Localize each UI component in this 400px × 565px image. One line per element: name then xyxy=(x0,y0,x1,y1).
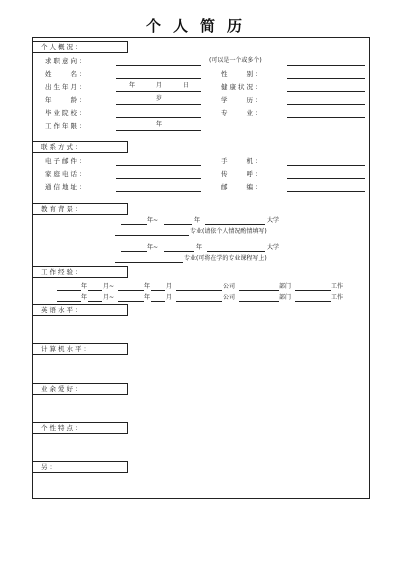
work-years-field[interactable] xyxy=(116,130,201,131)
section-education: 教育背景： xyxy=(33,203,128,215)
edu1-year: 年 xyxy=(194,217,201,224)
section-traits: 个性特点： xyxy=(33,422,128,434)
resume-form xyxy=(32,37,370,499)
edu1-major: 专业(请依个人情况酌情填写) xyxy=(190,228,267,235)
pager-label: 传 呼： xyxy=(221,170,264,178)
work2-job-field[interactable] xyxy=(295,301,331,302)
section-computer: 计算机水平： xyxy=(33,343,128,355)
edu2-year: 年 xyxy=(196,244,203,251)
address-field[interactable] xyxy=(116,191,201,192)
work1-end-month-field[interactable] xyxy=(151,290,165,291)
work1-month-range: 月~ xyxy=(103,283,115,290)
job-intent-extra-field[interactable] xyxy=(287,65,365,66)
work1-start-month-field[interactable] xyxy=(88,290,102,291)
education-level-label: 学 历： xyxy=(221,96,264,104)
work1-department-field[interactable] xyxy=(239,290,279,291)
section-personal: 个人概况： xyxy=(33,41,128,53)
edu2-major: 专业(可将在学的专业课程写上) xyxy=(184,255,267,262)
job-intent-field[interactable] xyxy=(116,65,201,66)
major-field[interactable] xyxy=(287,117,365,118)
education-level-field[interactable] xyxy=(287,104,365,105)
edu1-school-field[interactable] xyxy=(205,224,265,225)
name-label: 姓 名： xyxy=(45,70,88,78)
work1-company-field[interactable] xyxy=(176,290,222,291)
edu2-start-field[interactable] xyxy=(121,251,147,252)
mobile-field[interactable] xyxy=(287,165,365,166)
section-hobbies: 业余爱好： xyxy=(33,383,128,395)
age-unit: 岁 xyxy=(156,95,163,102)
edu2-school: 大学 xyxy=(267,244,280,251)
work2-department-field[interactable] xyxy=(239,301,279,302)
work1-month: 月 xyxy=(166,283,173,290)
gender-field[interactable] xyxy=(287,78,365,79)
edu1-start-field[interactable] xyxy=(121,224,147,225)
work2-end-year-field[interactable] xyxy=(118,301,144,302)
section-english: 英语水平： xyxy=(33,304,128,316)
work1-department: 部门 xyxy=(279,283,292,290)
postcode-field[interactable] xyxy=(287,191,365,192)
work2-company-field[interactable] xyxy=(176,301,222,302)
email-field[interactable] xyxy=(116,165,201,166)
birth-year: 年 xyxy=(129,82,136,89)
edu2-school-field[interactable] xyxy=(207,251,265,252)
work1-job-field[interactable] xyxy=(295,290,331,291)
work2-month: 月 xyxy=(166,294,173,301)
work-years-label: 工作年限： xyxy=(45,122,88,130)
edu1-major-field[interactable] xyxy=(115,235,189,236)
section-contact: 联系方式： xyxy=(33,141,128,153)
work-years-unit: 年 xyxy=(156,121,163,128)
health-label: 健康状况： xyxy=(221,83,264,91)
graduated-from-field[interactable] xyxy=(116,117,201,118)
work1-year: 年 xyxy=(81,283,88,290)
job-intent-label: 求职意向： xyxy=(45,57,88,65)
age-label: 年 龄： xyxy=(45,96,88,104)
edu1-end-field[interactable] xyxy=(164,224,192,225)
edu2-end-field[interactable] xyxy=(164,251,194,252)
section-work: 工作经验： xyxy=(33,266,128,278)
email-label: 电子邮件： xyxy=(45,157,88,165)
work2-department: 部门 xyxy=(279,294,292,301)
birth-day: 日 xyxy=(183,82,190,89)
birth-label: 出生年月： xyxy=(45,83,88,91)
pager-field[interactable] xyxy=(287,178,365,179)
work1-year2: 年 xyxy=(144,283,151,290)
home-phone-label: 家庭电话： xyxy=(45,170,88,178)
work2-year: 年 xyxy=(81,294,88,301)
job-intent-hint: (可以是一个或多个) xyxy=(209,57,262,64)
age-field[interactable] xyxy=(116,104,201,105)
gender-label: 性 别： xyxy=(221,70,264,78)
edu2-range: 年~ xyxy=(147,244,159,251)
work2-job: 工作 xyxy=(331,294,344,301)
work2-month-range: 月~ xyxy=(103,294,115,301)
name-field[interactable] xyxy=(116,78,201,79)
work2-end-month-field[interactable] xyxy=(151,301,165,302)
work1-end-year-field[interactable] xyxy=(118,290,144,291)
birth-field[interactable] xyxy=(116,91,201,92)
work1-start-year-field[interactable] xyxy=(57,290,81,291)
major-label: 专 业： xyxy=(221,109,264,117)
home-phone-field[interactable] xyxy=(116,178,201,179)
address-label: 通信地址： xyxy=(45,183,88,191)
work2-start-year-field[interactable] xyxy=(57,301,81,302)
graduated-from-label: 毕业院校： xyxy=(45,109,88,117)
page-title: 个人简历 xyxy=(145,17,254,35)
work1-job: 工作 xyxy=(331,283,344,290)
birth-month: 月 xyxy=(156,82,163,89)
postcode-label: 邮 编： xyxy=(221,183,264,191)
health-field[interactable] xyxy=(287,91,365,92)
edu2-major-field[interactable] xyxy=(115,262,183,263)
edu1-range: 年~ xyxy=(147,217,159,224)
section-other: 另： xyxy=(33,461,128,473)
work1-company: 公司 xyxy=(223,283,236,290)
edu1-school: 大学 xyxy=(267,217,280,224)
work2-year2: 年 xyxy=(144,294,151,301)
work2-start-month-field[interactable] xyxy=(88,301,102,302)
mobile-label: 手 机： xyxy=(221,157,264,165)
work2-company: 公司 xyxy=(223,294,236,301)
